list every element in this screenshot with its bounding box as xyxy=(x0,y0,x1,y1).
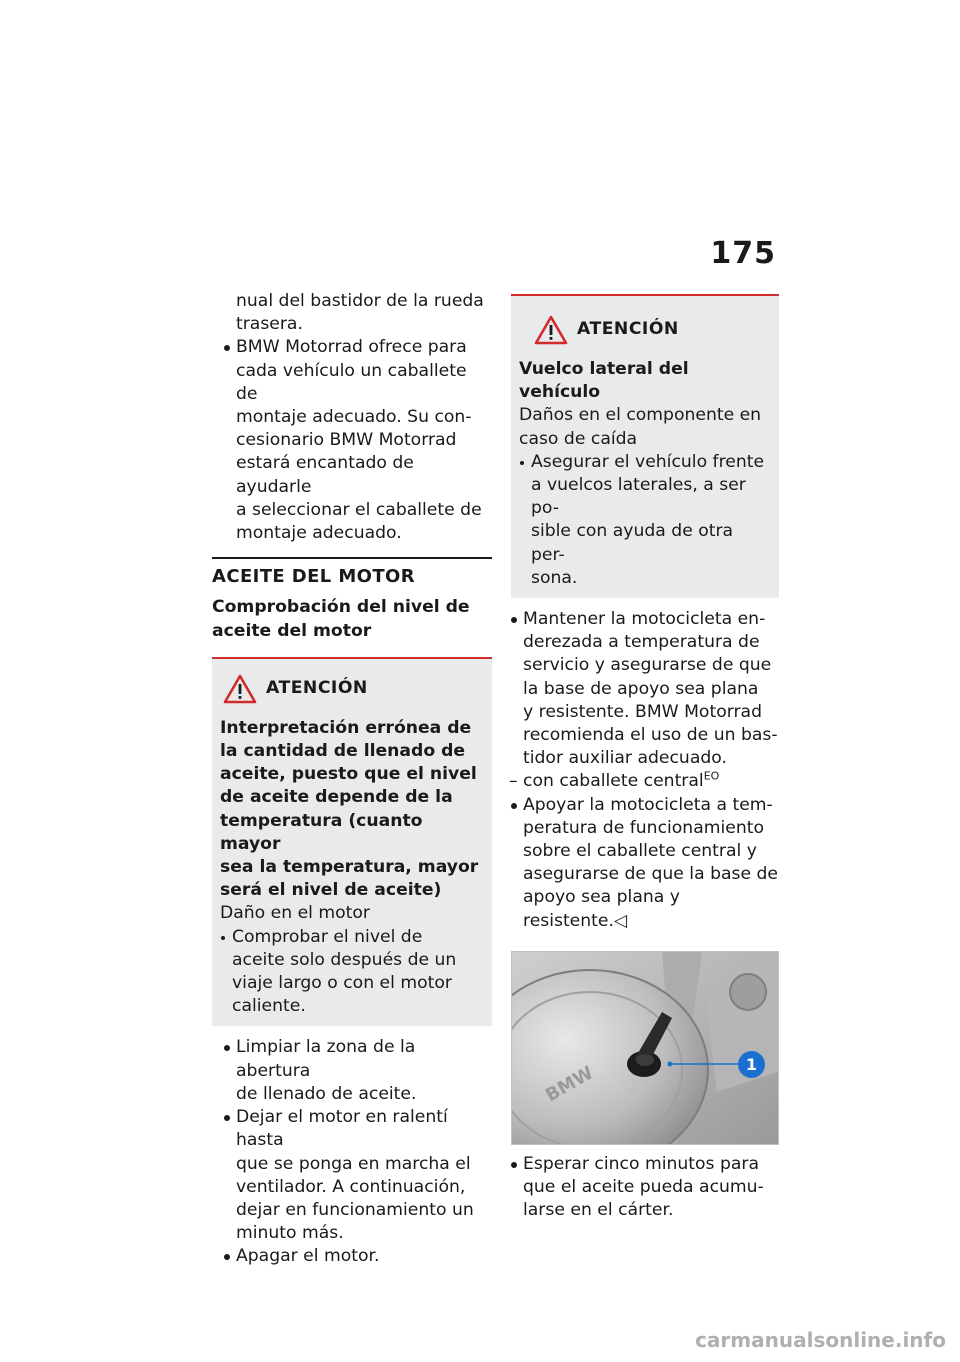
text-line: la cantidad de llenado de xyxy=(220,741,466,762)
text-line: a vuelcos laterales, a ser po- xyxy=(531,475,746,519)
step-idle xyxy=(224,1106,492,1245)
text-line: Dejar el motor en ralentí hasta xyxy=(236,1107,448,1151)
text-line: Esperar cinco minutos para xyxy=(523,1153,759,1174)
text-line: cesionario BMW Motorrad xyxy=(236,430,457,451)
warning-remedy xyxy=(220,926,484,1019)
text-line: sobre el caballete central y xyxy=(523,841,757,862)
text-line: de aceite depende de la xyxy=(220,787,453,808)
step-stop xyxy=(224,1245,492,1268)
warning-remedy xyxy=(519,451,771,590)
text-line: montaje adecuado. Su con- xyxy=(236,407,472,428)
text-line: viaje largo o con el motor xyxy=(232,973,452,994)
text-line: minuto más. xyxy=(236,1223,344,1244)
section-divider xyxy=(212,557,492,559)
warning-triangle-icon xyxy=(533,314,569,346)
text-line: Daños en el componente en xyxy=(519,405,762,426)
text-line: caliente. xyxy=(232,996,306,1017)
callout-1-badge: 1 xyxy=(738,1051,765,1078)
text-line: nual del bastidor de la rueda xyxy=(236,291,484,311)
text-line: aceite del motor xyxy=(212,620,372,641)
warning-consequence: Daño en el motor xyxy=(220,903,370,924)
intro-continuation xyxy=(224,290,492,336)
text-line: Interpretación errónea de xyxy=(220,717,472,738)
text-line: temperatura (cuanto mayor xyxy=(220,810,423,854)
text-line: derezada a temperatura de xyxy=(523,632,760,653)
text-line: sea la temperatura, mayor xyxy=(220,857,479,878)
warning-label: ATENCIÓN xyxy=(577,319,679,340)
text-line: servicio y asegurarse de que xyxy=(523,655,772,676)
bullet-bmw-stand xyxy=(224,336,492,545)
warning-header xyxy=(519,314,771,346)
text-line: ventilador. A continuación, xyxy=(236,1176,466,1197)
warning-consequence xyxy=(519,404,771,450)
subsection-title xyxy=(212,596,492,642)
text-line: que el aceite pueda acumu- xyxy=(523,1177,764,1198)
text-line: aceite solo después de un xyxy=(232,949,457,970)
text-line: a seleccionar el caballete de xyxy=(236,499,482,520)
condition-center-stand xyxy=(511,770,779,793)
warning-triangle-icon xyxy=(222,673,258,705)
engine-logo-text: BMW xyxy=(542,1062,598,1107)
text-line: la base de apoyo sea plana xyxy=(523,678,759,699)
text-line: asegurarse de que la base de xyxy=(523,864,779,885)
warning-cause xyxy=(220,717,484,903)
text-line: BMW Motorrad ofrece para xyxy=(236,337,467,358)
text-line: estará encantado de ayudarle xyxy=(236,453,414,497)
engine-oil-filler-figure xyxy=(511,951,779,1145)
left-column xyxy=(212,290,492,1269)
text-line: dejar en funcionamiento un xyxy=(236,1199,474,1220)
text-line: peratura de funcionamiento xyxy=(523,817,764,838)
warning-cause: Vuelco lateral del vehículo xyxy=(519,359,689,403)
page-number: 175 xyxy=(710,236,776,271)
text-line: cada vehículo un caballete de xyxy=(236,360,467,404)
text-line: montaje adecuado. xyxy=(236,523,402,544)
text-line: recomienda el uso de un bas- xyxy=(523,725,778,746)
text-line: Asegurar el vehículo frente xyxy=(531,451,765,472)
text-line: Mantener la motocicleta en- xyxy=(523,609,766,630)
engine-illustration xyxy=(512,952,778,1144)
text-line: trasera. xyxy=(236,314,303,335)
text-line: sible con ayuda de otra per- xyxy=(531,521,734,565)
step-wait xyxy=(511,1153,779,1223)
warning-header xyxy=(220,673,484,705)
step-center-stand xyxy=(511,794,779,933)
warning-box-tipover xyxy=(511,294,779,598)
text-line: será el nivel de aceite) xyxy=(220,880,442,901)
step-upright xyxy=(511,608,779,770)
end-mark: ◁ xyxy=(613,910,628,931)
right-column xyxy=(511,294,779,1222)
text-line: Limpiar la zona de la abertura xyxy=(236,1037,416,1081)
text-line: y resistente. BMW Motorrad xyxy=(523,701,762,722)
text-line: Apoyar la motocicleta a tem- xyxy=(523,794,773,815)
text-line: aceite, puesto que el nivel xyxy=(220,764,477,785)
text-line: Comprobación del nivel de xyxy=(212,597,470,618)
text-line: apoyo sea plana y resistente. xyxy=(523,887,680,931)
text-line: de llenado de aceite. xyxy=(236,1083,417,1104)
text-line: larse en el cárter. xyxy=(523,1200,674,1221)
watermark: carmanualsonline.info xyxy=(695,1328,946,1352)
text-line: sona. xyxy=(531,567,578,588)
text-line: Apagar el motor. xyxy=(236,1246,380,1267)
step-clean xyxy=(224,1036,492,1106)
text-line: Comprobar el nivel de xyxy=(232,926,423,947)
text-line: caso de caída xyxy=(519,428,638,449)
section-title: ACEITE DEL MOTOR xyxy=(212,566,416,588)
text-line: que se ponga en marcha el xyxy=(236,1153,471,1174)
text-line: tidor auxiliar adecuado. xyxy=(523,748,727,769)
optional-equipment-mark: EO xyxy=(703,769,720,783)
condition-text: con caballete central xyxy=(523,771,704,792)
warning-label: ATENCIÓN xyxy=(266,678,368,699)
warning-box-oil xyxy=(212,657,492,1027)
